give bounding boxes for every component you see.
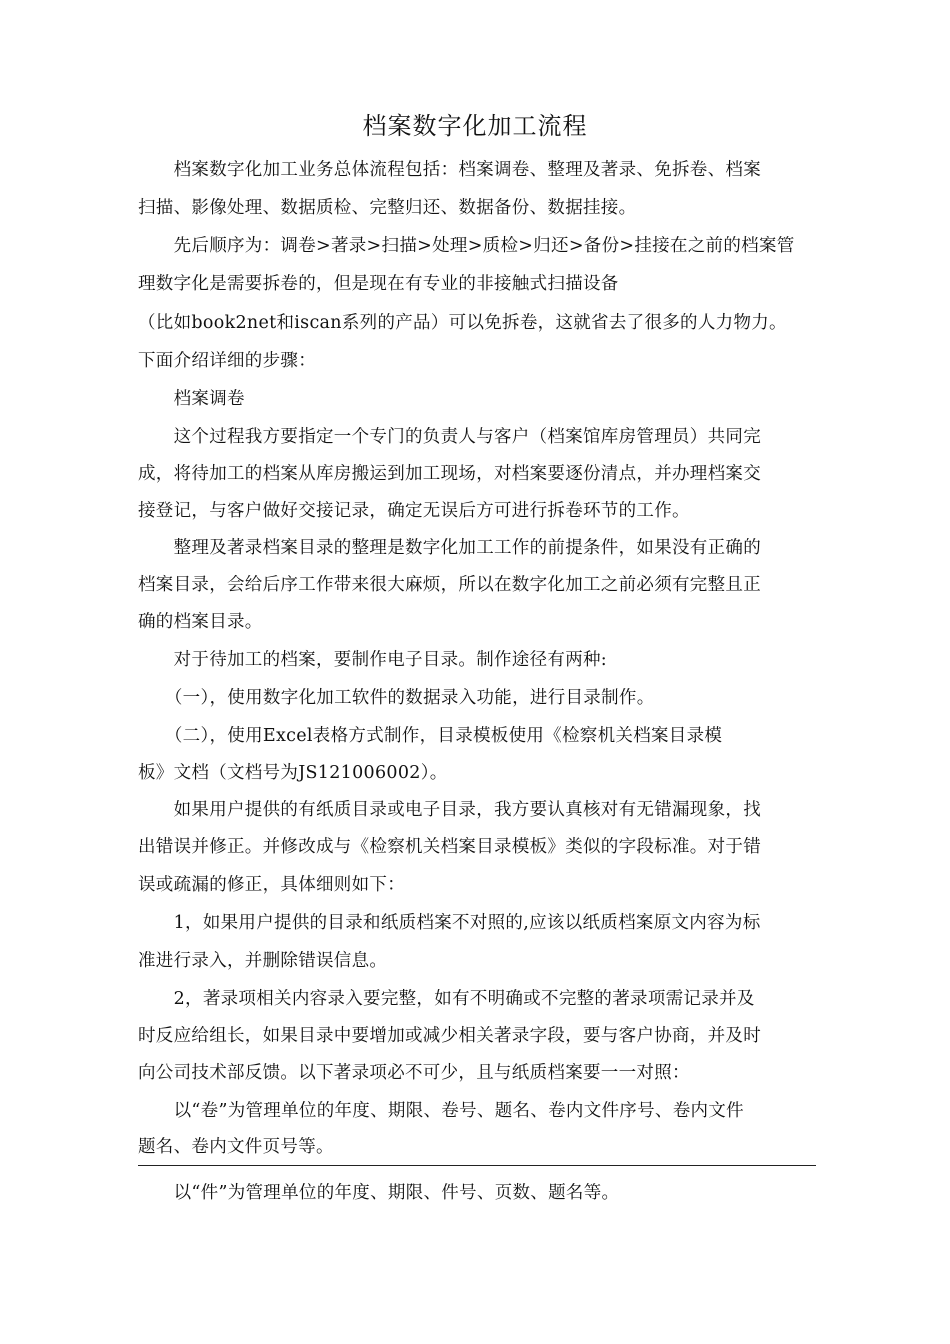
paragraph-line: 误或疏漏的修正，具体细则如下： bbox=[138, 875, 405, 895]
paragraph-line: 准进行录入，并删除错误信息。 bbox=[138, 951, 388, 971]
paragraph-line: 这个过程我方要指定一个专门的负责人与客户（档案馆库房管理员）共同完 bbox=[138, 427, 761, 447]
paragraph-line: 确的档案目录。 bbox=[138, 612, 263, 632]
paragraph-line: 板》文档（文档号为JS121006002）。 bbox=[138, 763, 448, 783]
paragraph-line: 以“卷”为管理单位的年度、期限、卷号、题名、卷内文件序号、卷内文件 bbox=[138, 1101, 744, 1121]
paragraph-line: 整理及著录档案目录的整理是数字化加工工作的前提条件，如果没有正确的 bbox=[138, 538, 761, 558]
paragraph-line: 出错误并修正。并修改成与《检察机关档案目录模板》类似的字段标准。对于错 bbox=[138, 837, 761, 857]
paragraph-line: 时反应给组长，如果目录中要增加或减少相关著录字段，要与客户协商，并及时 bbox=[138, 1026, 761, 1046]
paragraph-line: 档案数字化加工业务总体流程包括：档案调卷、整理及著录、免拆卷、档案 bbox=[138, 160, 761, 180]
paragraph-line: 成，将待加工的档案从库房搬运到加工现场，对档案要逐份清点，并办理档案交 bbox=[138, 464, 761, 484]
paragraph-line: （二），使用Excel表格方式制作，目录模板使用《检察机关档案目录模 bbox=[138, 726, 723, 746]
paragraph-line: 如果用户提供的有纸质目录或电子目录，我方要认真核对有无错漏现象，找 bbox=[138, 800, 761, 820]
paragraph-line: 接登记，与客户做好交接记录，确定无误后方可进行拆卷环节的工作。 bbox=[138, 501, 690, 521]
paragraph-line: 档案目录，会给后序工作带来很大麻烦，所以在数字化加工之前必须有完整且正 bbox=[138, 575, 761, 595]
paragraph-line: 对于待加工的档案，要制作电子目录。制作途径有两种: bbox=[138, 650, 607, 670]
paragraph-line: 1，如果用户提供的目录和纸质档案不对照的,应该以纸质档案原文内容为标 bbox=[138, 913, 761, 933]
paragraph-line: 下面介绍详细的步骤： bbox=[138, 351, 316, 371]
paragraph-line: 题名、卷内文件页号等。 bbox=[138, 1137, 334, 1157]
paragraph-line: 扫描、影像处理、数据质检、完整归还、数据备份、数据挂接。 bbox=[138, 198, 637, 218]
paragraph-line: （一），使用数字化加工软件的数据录入功能，进行目录制作。 bbox=[138, 688, 655, 708]
paragraph-line: 以“件”为管理单位的年度、期限、件号、页数、题名等。 bbox=[138, 1183, 620, 1203]
paragraph-line: （比如book2net和iscan系列的产品）可以免拆卷，这就省去了很多的人力物力。 bbox=[138, 313, 787, 333]
paragraph-line: 向公司技术部反馈。以下著录项必不可少，且与纸质档案要一一对照： bbox=[138, 1063, 690, 1083]
paragraph-line: 理数字化是需要拆卷的，但是现在有专业的非接触式扫描设备 bbox=[138, 274, 619, 294]
paragraph-line: 2，著录项相关内容录入要完整，如有不明确或不完整的著录项需记录并及 bbox=[138, 989, 755, 1009]
horizontal-rule bbox=[138, 1165, 816, 1166]
section-heading: 档案调卷 bbox=[138, 389, 245, 409]
document-title: 档案数字化加工流程 bbox=[362, 112, 588, 140]
paragraph-line: 先后顺序为：调卷>著录>扫描>处理>质检>归还>备份>挂接在之前的档案管 bbox=[138, 236, 795, 256]
